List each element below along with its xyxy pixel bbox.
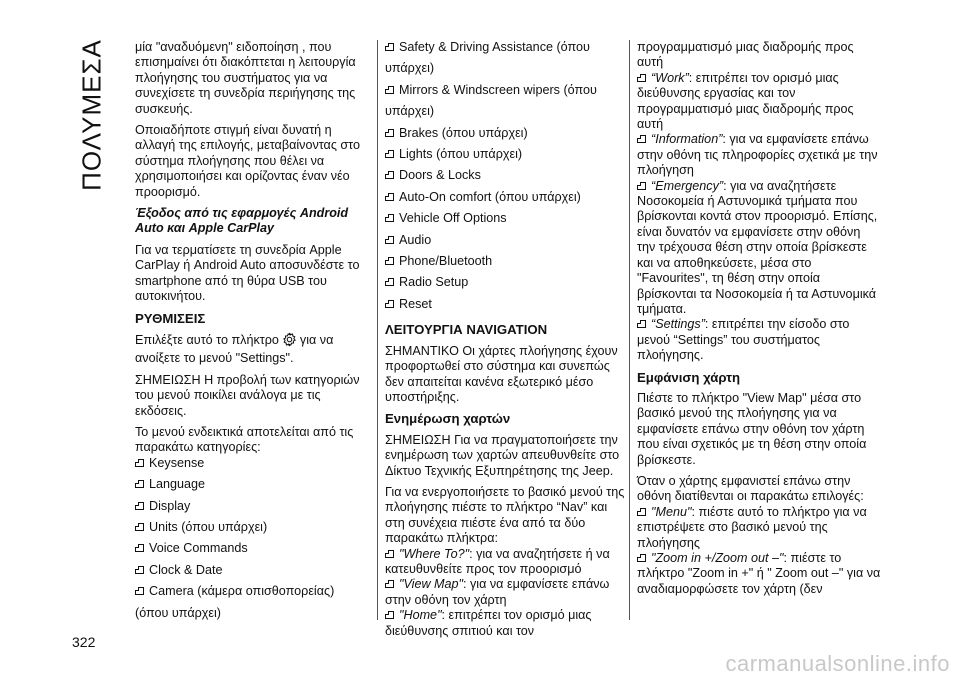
option-label: "Zoom in +/Zoom out –" — [651, 551, 784, 565]
option-label: "Where To?" — [399, 546, 470, 561]
section-side-title — [72, 40, 112, 190]
list-item-label: Auto-On comfort (όπου υπάρχει) — [399, 189, 581, 204]
column-1 — [135, 40, 375, 627]
list-item-label: Brakes (όπου υπάρχει) — [399, 125, 528, 140]
settings-categories-list-continued — [385, 40, 630, 312]
map-option-zoom — [637, 551, 882, 597]
list-item — [135, 520, 375, 535]
list-item — [385, 83, 630, 98]
bullet-icon — [385, 214, 394, 222]
bullet-icon — [135, 480, 144, 488]
nav-option-work — [637, 71, 882, 133]
bullet-icon — [385, 257, 394, 265]
list-item-label: Camera (κάμερα οπισθοπορείας) — [149, 584, 335, 599]
list-item-label: Radio Setup — [399, 275, 469, 290]
option-text: : πιέστε αυτό το πλήκτρο για να επιστρέψετε στο βασικό μενού της πλοήγησης — [637, 504, 867, 550]
list-item-continuation: υπάρχει) — [385, 104, 435, 119]
option-text: : για να εμφανίσετε επάνω στην οθόνη τις πληροφορίες σχετικά με την πλοήγηση — [637, 132, 878, 178]
list-item — [385, 40, 630, 55]
bullet-icon — [385, 86, 394, 94]
option-text: : επιτρέπει τον ορισμό μιας διεύθυνσης εργασίας και τον προγραμματισμό μιας διαδρομής προς αυτή — [637, 70, 854, 132]
list-item — [385, 168, 630, 183]
list-item-label: Phone/Bluetooth — [399, 254, 493, 269]
option-text: : πιέστε το πλήκτρο "Zoom in +" ή " Zoom out –" για να αναδιαμορφώσετε τον χάρτη (δεν — [637, 551, 881, 596]
list-item-label: Mirrors & Windscreen wipers (όπου — [399, 82, 597, 97]
section-side-title-text: ΠΟΛΥΜΕΣΑ — [76, 39, 107, 191]
bullet-icon — [385, 129, 394, 137]
bullet-icon — [135, 502, 144, 510]
list-item — [385, 190, 630, 205]
bullet-icon — [135, 544, 144, 552]
option-label: "Home" — [399, 608, 442, 623]
bullet-icon — [135, 523, 144, 531]
paragraph: Για να τερματίσετε τη συνεδρία Apple CarPlay ή Android Auto αποσυνδέστε το smartphone από τη θύρα USB του αυτοκινήτου. — [135, 242, 360, 304]
paragraph: Οποιαδήποτε στιγμή είναι δυνατή η αλλαγή της επιλογής, μεταβαίνοντας στο σύστημα πλοήγησης που θέλει να χρησιμοποιήσει και ορίζοντας έναν νέο προορισμό. — [135, 123, 360, 199]
nav-option-emergency — [637, 179, 882, 318]
option-text: : επιτρέπει τον ορισμό μιας διεύθυνσης σπιτιού και τον — [385, 608, 592, 638]
list-item-label: Voice Commands — [149, 541, 248, 556]
list-item — [385, 275, 630, 290]
option-label: “Information” — [651, 132, 723, 147]
column-divider — [629, 40, 630, 620]
list-item-label: Keysense — [149, 455, 205, 470]
list-item-label: Audio — [399, 232, 432, 247]
list-item — [135, 584, 375, 599]
list-item-label: Doors & Locks — [399, 168, 481, 183]
bullet-icon — [637, 554, 646, 562]
nav-option-view-map — [385, 577, 630, 608]
paragraph: Πιέστε το πλήκτρο "View Map" μέσα στο βασικό μενού της πλοήγησης για να εμφανίσετε επάνω στην οθόνη τον χάρτη που είναι σχετικός με τη θέση στην οποία βρίσκεστε. — [637, 390, 867, 467]
nav-option-where-to — [385, 547, 630, 578]
paragraph: Το μενού ενδεικτικά αποτελείται από τις παρακάτω κατηγορίες: — [135, 424, 354, 455]
option-label: "Menu" — [651, 504, 692, 519]
bullet-icon — [637, 320, 646, 328]
paragraph: προγραμματισμό μιας διαδρομής προς αυτή — [637, 40, 854, 70]
list-item — [135, 563, 375, 578]
bullet-icon — [385, 278, 394, 286]
bullet-icon — [135, 459, 144, 467]
option-text: : επιτρέπει την είσοδο στο μενού “Settings” του συστήματος πλοήγησης. — [637, 317, 850, 363]
text: για να ανοίξετε το μενού "Settings". — [135, 332, 334, 366]
subheading-map-display: Εμφάνιση χάρτη — [637, 369, 741, 385]
list-item-label: Safety & Driving Assistance (όπου — [399, 40, 590, 54]
paragraph: μία "αναδυόμενη" ειδοποίηση , που επισημαίνει ότι διακόπτεται η λειτουργία πλοήγησης του συστήματος για να συνεχίσετε τη συνεδρία περιήγησης της συσκευής. — [135, 40, 356, 116]
bullet-icon — [385, 611, 394, 619]
map-option-menu — [637, 505, 882, 551]
bullet-icon — [637, 182, 646, 190]
bullet-icon — [385, 43, 394, 51]
list-item-continuation: υπάρχει) — [385, 61, 435, 76]
bullet-icon — [385, 300, 394, 308]
list-item — [135, 477, 375, 492]
option-text: : για να αναζητήσετε Νοσοκομεία ή Αστυνομικά τμήματα που βρίσκονται κοντά στον προορισμό. Επίσης, είναι δυνατόν να εμφανίσετε στην οθόνη την τρέχουσα θέση στην οποία βρίσκεστε και να αποθηκεύσετε, μέσα στο "Favourites", τη θέση στην οποία βρίσκονται τα Νοσοκομεία ή τα Αστυνομικά τμήματα. — [637, 178, 878, 316]
option-text: : για να αναζητήσετε ή να κατευθυνθείτε προς τον προορισμό — [385, 546, 610, 576]
bullet-icon — [385, 236, 394, 244]
list-item — [385, 254, 630, 269]
page-number: 322 — [72, 634, 96, 650]
bullet-icon — [385, 150, 394, 158]
bullet-icon — [385, 193, 394, 201]
nav-option-information — [637, 132, 882, 178]
bullet-icon — [637, 135, 646, 143]
nav-option-home — [385, 608, 630, 639]
settings-button-paragraph — [135, 332, 375, 367]
list-item — [135, 499, 375, 514]
list-item-label: Display — [149, 498, 191, 513]
option-text: : για να εμφανίσετε επάνω στην οθόνη τον χάρτη — [385, 577, 610, 607]
nav-option-settings — [637, 317, 882, 363]
list-item-label: Units (όπου υπάρχει) — [149, 519, 268, 534]
bullet-icon — [135, 566, 144, 574]
column-2 — [385, 40, 630, 639]
bullet-icon — [385, 171, 394, 179]
list-item-label: Lights (όπου υπάρχει) — [399, 147, 523, 162]
paragraph: ΣΗΜΕΙΩΣΗ Για να πραγματοποιήσετε την ενημέρωση των χαρτών απευθυνθείτε στο Δίκτυο Τεχνικής Εξυπηρέτησης της Jeep. — [385, 432, 620, 478]
list-item-label: Vehicle Off Options — [399, 211, 507, 226]
column-divider — [377, 40, 378, 620]
subheading-map-update: Ενημέρωση χαρτών — [385, 411, 511, 427]
list-item-continuation: (όπου υπάρχει) — [135, 605, 221, 620]
paragraph: ΣΗΜΕΙΩΣΗ Η προβολή των κατηγοριών του μενού ποικίλει ανάλογα με τις εκδόσεις. — [135, 372, 360, 418]
bullet-icon — [385, 550, 394, 558]
option-label: "View Map" — [399, 577, 464, 592]
bullet-icon — [637, 508, 646, 516]
list-item — [135, 456, 375, 471]
subheading-exit-apps: Έξοδος από τις εφαρμογές Android Auto και Apple CarPlay — [135, 206, 349, 236]
bullet-icon — [637, 74, 646, 82]
list-item — [385, 233, 630, 248]
option-label: “Settings” — [651, 317, 705, 332]
watermark: carmanualsonline.info — [725, 651, 950, 676]
list-item-label: Clock & Date — [149, 562, 223, 577]
option-label: “Work” — [651, 70, 689, 85]
list-item — [385, 147, 630, 162]
list-item — [385, 211, 630, 226]
bullet-icon — [135, 587, 144, 595]
settings-categories-list — [135, 456, 375, 621]
option-label: “Emergency” — [651, 178, 724, 193]
list-item — [385, 126, 630, 141]
paragraph: Για να ενεργοποιήσετε το βασικό μενού της πλοήγησης πιέστε το πλήκτρο “Nav” και στη συνέχεια πιέστε ένα από τα δύο παρακάτω πλήκτρα: — [385, 484, 625, 546]
gear-icon — [282, 332, 297, 351]
bullet-icon — [385, 580, 394, 588]
paragraph: ΣΗΜΑΝΤΙΚΟ Οι χάρτες πλοήγησης έχουν προφορτωθεί στο σύστημα και συνεπώς δεν απαιτείται κανένα εξωτερικό μέσο υποστήριξης. — [385, 343, 618, 404]
paragraph: Όταν ο χάρτης εμφανιστεί επάνω στην οθόνη διατίθενται οι παρακάτω επιλογές: — [637, 473, 864, 504]
heading-settings: ΡΥΘΜΙΣΕΙΣ — [135, 310, 206, 326]
column-3 — [637, 40, 882, 597]
list-item — [135, 541, 375, 556]
list-item — [385, 297, 630, 312]
text: Επιλέξτε αυτό το πλήκτρο — [135, 332, 279, 347]
list-item-label: Reset — [399, 296, 432, 311]
heading-navigation: ΛΕΙΤΟΥΡΓΙΑ NAVIGATION — [385, 322, 548, 338]
list-item-label: Language — [149, 477, 206, 492]
